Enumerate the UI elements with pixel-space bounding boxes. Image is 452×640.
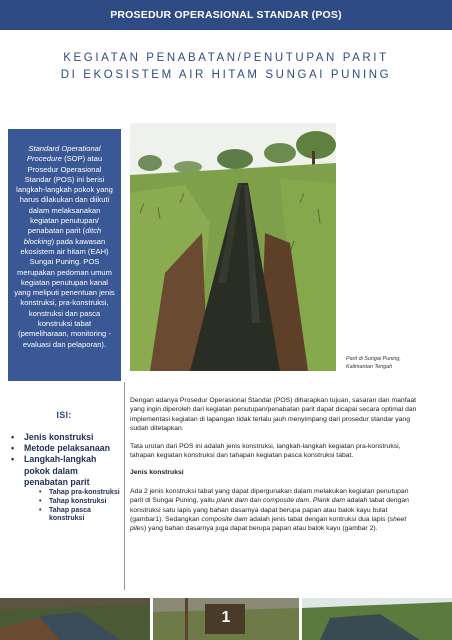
list-subitem: • Tahap konstruksi bbox=[38, 498, 124, 507]
page-title bbox=[20, 50, 432, 84]
section-heading-jenis-konstruksi: Jenis konstruksi bbox=[130, 469, 184, 477]
header-label: PROSEDUR OPERASIONAL STANDAR (POS) bbox=[110, 9, 342, 21]
title-line-2: DI EKOSISTEM AIR HITAM SUNGAI PUNING bbox=[60, 69, 392, 81]
body-text bbox=[130, 396, 420, 542]
list-subitem: • Tahap pasca konstruksi bbox=[38, 507, 124, 525]
isi-heading: ISI: bbox=[56, 410, 72, 420]
sop-term: Standard Operational Procedure bbox=[26, 144, 101, 164]
list-item: • Metode pelaksanaan bbox=[10, 443, 124, 454]
list-subitem: • Tahap pra-konstruksi bbox=[38, 489, 124, 498]
body-paragraph-2: Tata urutan dari POS ini adalah jenis konstruksi, langkah-langkah kegiatan pra-konstruksi, tahapan kegiatan konstruksi dan tahapan kegiatan pasca konstruksi tabat. bbox=[130, 442, 401, 460]
sop-intro-box bbox=[8, 129, 121, 381]
photo-caption: Parit di Sungai Puning, Kalimantan Tengah bbox=[346, 356, 401, 370]
header-band bbox=[0, 0, 452, 30]
list-item: • Jenis konstruksi bbox=[10, 432, 124, 443]
body-paragraph-1: Dengan adanya Prosedur Operasional Standar (POS) diharapkan tujuan, sasaran dan manfaat yang ingin diperoleh dari kegiatan penutupan/penabatan parit dapat dicapai secara optimal dan implementasi kegiatan di lapangan tidak terlalu jauh menyimpang dari prosedur standar yang sudah ditetapkan. bbox=[130, 397, 417, 433]
isi-list bbox=[10, 432, 124, 524]
page-number: 1 bbox=[221, 609, 231, 626]
canal-photo bbox=[130, 123, 336, 371]
isi-sublist bbox=[38, 489, 124, 524]
sop-intro-text: Standard Operational Procedure (SOP) atau Prosedur Operasional Standar (POS) ini berisi langkah-langkah pokok yang harus dilakukan dan diikuti dalam melaksanakan kegiatan penutupan/ penabatan parit (ditch blocking) pada kawasan ekosistem air hitam (EAH) Sungai Puning. POS merupakan pedoman umum kegiatan penutupan kanal yang meliputi penentuan jenis konstruksi, pra-konstruksi, konstruksi dan pasca konstruksi tabat (pemeliharaan, monitoring - evaluasi dan pelaporan). bbox=[14, 144, 115, 349]
body-paragraph-3: Ada 2 jenis konstruksi tabat yang dapat dipergunakan dalam melakukan kegiatan penutupan parit di Sungai Puning, yaitu plank dam dan composite dam. Plank dam adalah tabat dengan konstruksi satu lapis yang bahan dasarnya dapat berupa papan atau balok kayu bulat (gambar1). Sedangkan composite dam adalah jenis tabat dengan kontruksi dua lapis (sheet piles) yang bahan dasarnya juga dapat berupa papan atau balok kayu (gambar 2). bbox=[130, 487, 409, 533]
list-item: • Langkah-langkah pokok dalam penabatan parit • Tahap pra-konstruksi • Tahap konstruksi • Tahap pasca konstruksi bbox=[10, 454, 124, 524]
column-divider bbox=[124, 382, 125, 590]
canal-photo-illustration bbox=[130, 123, 336, 371]
title-line-1: KEGIATAN PENABATAN/PENUTUPAN PARIT bbox=[63, 52, 389, 64]
